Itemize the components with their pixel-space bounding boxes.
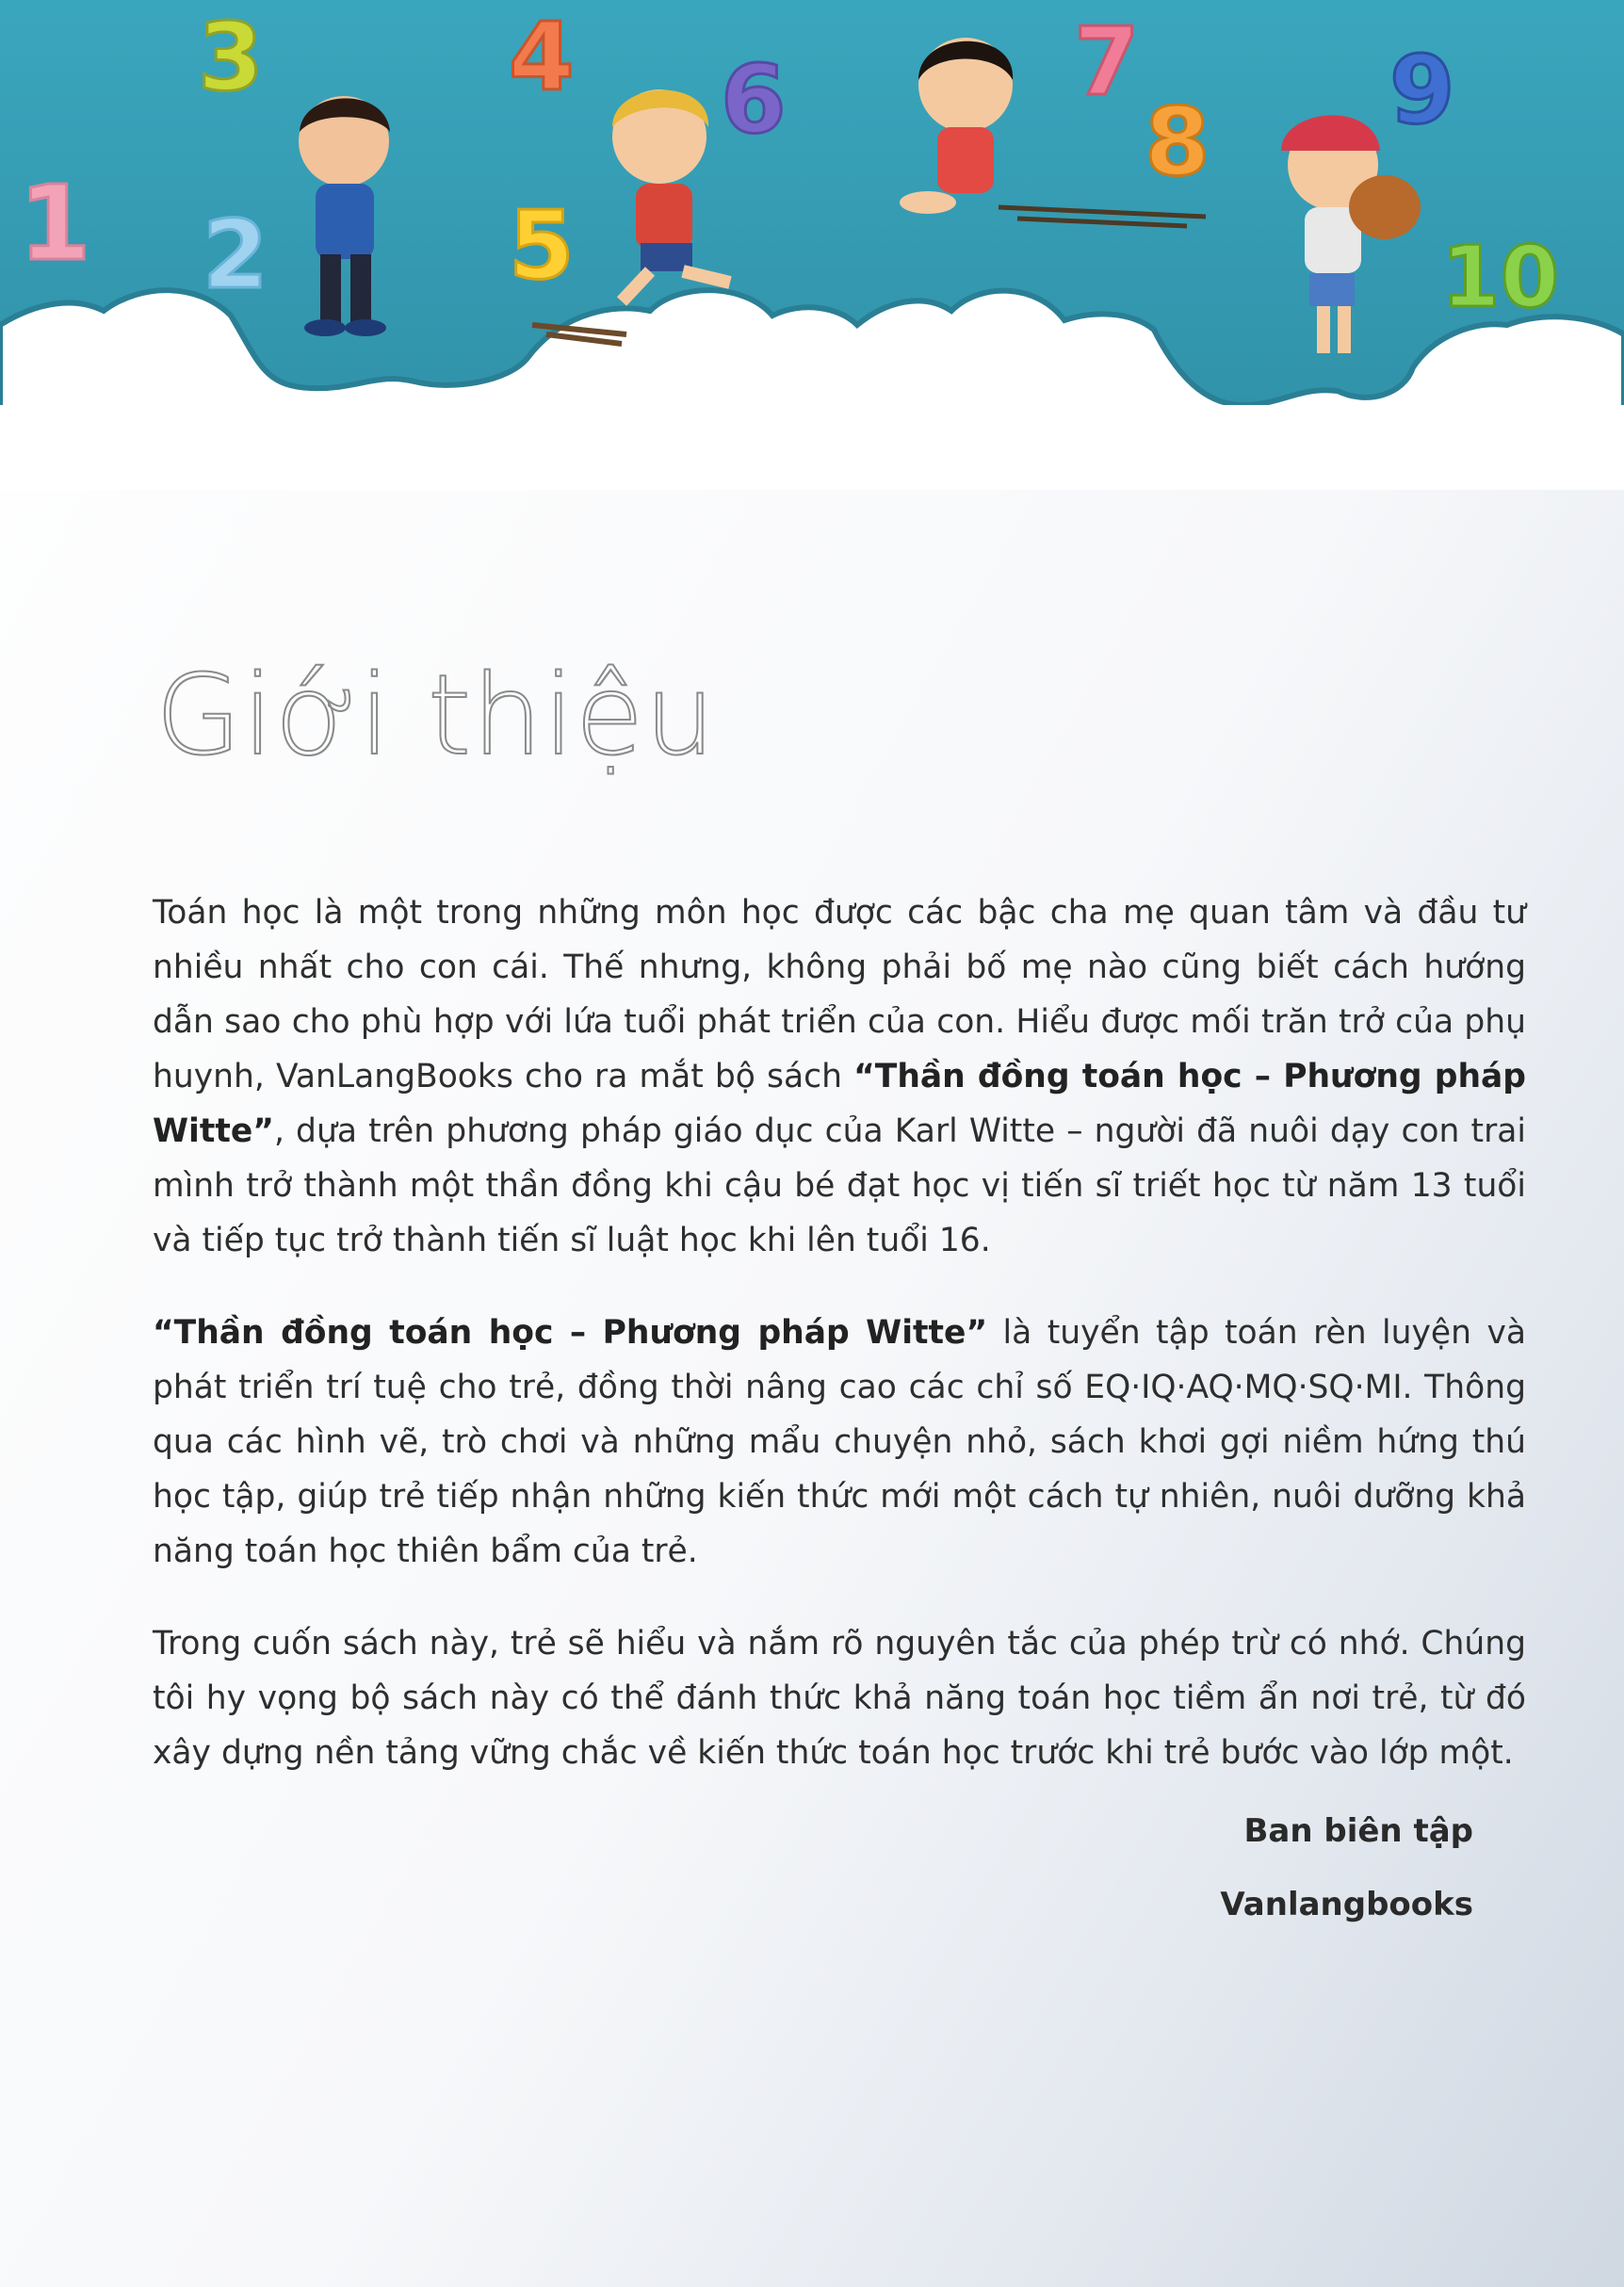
number-three: 3 (198, 2, 264, 112)
book-series-title: “Thần đồng toán học – Phương pháp Witte” (153, 1058, 1526, 1150)
intro-paragraph-2 (153, 1306, 1526, 1579)
signature-block (1220, 1794, 1473, 1941)
paragraph-text: Trong cuốn sách này, trẻ sẽ hiểu và nắm rõ nguyên tắc của phép trừ có nhớ. Chúng tôi hy vọng bộ sách này có thể đánh thức khả năng toán học tiềm ẩn nơi trẻ, từ đó xây dựng nền tảng vững chắc về kiến thức toán học trước khi trẻ bước vào lớp một. (153, 1625, 1526, 1772)
banner-illustration (0, 0, 1624, 490)
paragraph-text: là tuyển tập toán rèn luyện và phát triển trí tuệ cho trẻ, đồng thời nâng cao các chỉ số EQ·IQ·AQ·MQ·SQ·MI. Thông qua các hình vẽ, trò chơi và những mẩu chuyện nhỏ, sách khơi gợi niềm hứng thú học tập, giúp trẻ tiếp nhận những kiến thức mới một cách tự nhiên, nuôi dưỡng khả năng toán học thiên bẩm của trẻ. (153, 1314, 1526, 1570)
signature-editorial-board: Ban biên tập (1243, 1812, 1473, 1850)
number-seven: 7 (1074, 7, 1140, 117)
paragraph-text: , dựa trên phương pháp giáo dục của Karl Witte – người đã nuôi dạy con trai mình trở thành một thần đồng khi cậu bé đạt học vị tiến sĩ triết học từ năm 13 tuổi và tiếp tục trở thành tiến sĩ luật học khi lên tuổi 16. (153, 1112, 1526, 1259)
signature-publisher: Vanlangbooks (1220, 1886, 1473, 1923)
number-one: 1 (19, 163, 91, 284)
paragraph-text: Toán học là một trong những môn học được các bậc cha mẹ quan tâm và đầu tư nhiều nhất cho con cái. Thế nhưng, không phải bố mẹ nào cũng biết cách hướng dẫn sao cho phù hợp với lứa tuổi phát triển của con. Hiểu được mối trăn trở của phụ huynh, VanLangBooks cho ra mắt bộ sách (153, 894, 1526, 1095)
number-nine: 9 (1389, 35, 1455, 145)
intro-paragraph-3 (153, 1616, 1526, 1780)
book-series-title: “Thần đồng toán học – Phương pháp Witte” (153, 1314, 988, 1352)
number-four: 4 (509, 2, 575, 112)
number-five: 5 (509, 190, 575, 300)
number-six: 6 (721, 44, 787, 154)
intro-body (153, 885, 1526, 1818)
number-eight: 8 (1145, 87, 1210, 197)
intro-paragraph-1 (153, 885, 1526, 1268)
header-banner (0, 0, 1624, 490)
number-two: 2 (203, 200, 268, 310)
number-ten: 10 (1441, 228, 1560, 327)
page-title: Giới thiệu (155, 650, 717, 780)
